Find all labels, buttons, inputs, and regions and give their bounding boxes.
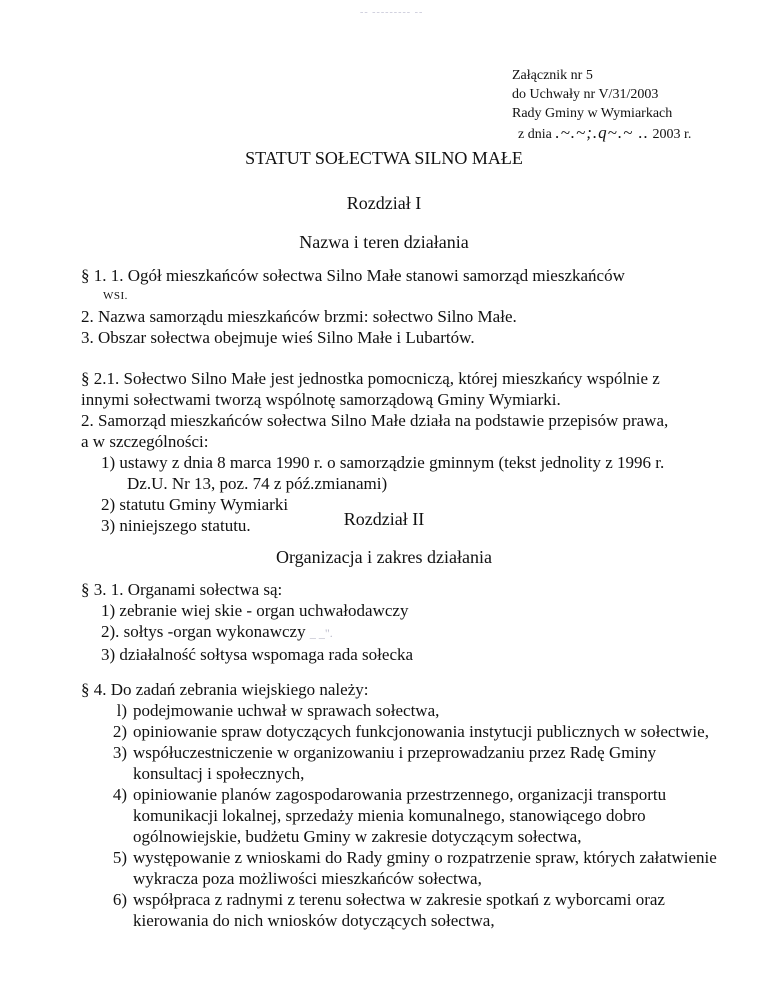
p2-item-2: 2) statutu Gminy Wymiarki [101,495,289,514]
p3-item-1: 1) zebranie wiej skie - organ uchwałodawczy [101,601,409,620]
list-item-number: 2) [112,722,127,741]
list-item-text: współuczestniczenie w organizowaniu i przeprowadzaniu przez Radę Gminy konsultacj i społecznych, [133,743,657,783]
p3-item-3: 3) działalność sołtysa wspomaga rada sołecka [101,645,414,664]
paragraph-3 [81,579,721,665]
paragraph-4 [81,679,721,931]
list-item-number: 6) [112,890,127,909]
list-item [81,847,721,889]
p1-line-3: 3. Obszar sołectwa obejmuje wieś Silno Małe i Lubartów. [81,328,475,347]
annex-line-3: Rady Gminy w Wymiarkach [512,106,673,121]
p2-item-1b: Dz.U. Nr 13, poz. 74 z póź.zmianami) [127,474,388,493]
list-item [81,721,721,742]
p3-item-2-text: 2). sołtys -organ wykonawczy [101,622,306,641]
annex-line-1: Załącznik nr 5 [512,68,593,83]
p1-line-2: 2. Nazwa samorządu mieszkańców brzmi: sołectwo Silno Małe. [81,307,517,326]
document-title: STATUT SOŁECTWA SILNO MAŁE [245,148,523,168]
p3-item-2 [81,621,721,644]
p1-line-1: § 1. 1. Ogół mieszkańców sołectwa Silno Małe stanowi samorząd mieszkańców [81,266,625,285]
chapter-2-subtitle: Organizacja i zakres działania [275,547,493,567]
p2-line-2: innymi sołectwami tworzą wspólnotę samorządową Gminy Wymiarki. [81,390,561,409]
list-item-text: opiniowanie planów zagospodarowania przestrzennego, organizacji transportu komunikacji lokalnej, sprzedaży mienia komunalnego, stanowiącego dobro ogólnowiejskie, budżetu Gminy w zakresie dotyczącym sołectwa, [133,785,667,846]
p3-item-2-faint: _ _". [309,626,333,640]
p4-list [81,700,721,931]
list-item-text: współpraca z radnymi z terenu sołectwa w zakresie spotkań z wyborcami oraz kierowania do nich wniosków dotyczących sołectwa, [133,890,665,930]
list-item-text: podejmowanie uchwał w sprawach sołectwa, [133,701,440,720]
p1-line-1-cont: WSI. [103,290,128,302]
list-item [81,700,721,721]
annex-note [512,66,691,144]
list-item-text: występowanie z wnioskami do Rady gminy o rozpatrzenie spraw, których załatwienie wykracza poza możliwości mieszkańców sołectwa, [133,848,717,888]
annex-line-2: do Uchwały nr V/31/2003 [512,87,659,102]
annex-date-handwritten: .~.~;.q~.~ .. [555,123,650,142]
annex-date-prefix: z dnia [518,127,552,142]
list-item-text: opiniowanie spraw dotyczących funkcjonowania instytucji publicznych w sołectwie, [133,722,709,741]
annex-date-suffix: 2003 r. [652,127,692,142]
list-item-number: 5) [112,848,127,867]
p2-item-3: 3) niniejszego statutu. [101,516,251,535]
p3-line-1: § 3. 1. Organami sołectwa są: [81,580,283,599]
paragraph-1 [81,265,721,348]
p2-line-3: 2. Samorząd mieszkańców sołectwa Silno Małe działa na podstawie przepisów prawa, [81,411,669,430]
p2-line-1: § 2.1. Sołectwo Silno Małe jest jednostka pomocniczą, której mieszkańcy wspólnie z [81,369,660,388]
annex-date [512,123,691,144]
faint-header-mark: -- --------- -- [360,7,424,18]
p4-line-1: § 4. Do zadań zebrania wiejskiego należy: [81,680,369,699]
list-item [81,889,721,931]
chapter-1-title: Rozdział I [346,193,422,213]
list-item-number: 3) [112,743,127,762]
chapter-2-title: Rozdział II [343,509,425,529]
list-item [81,784,721,847]
list-item [81,742,721,784]
p2-item-1a: 1) ustawy z dnia 8 marca 1990 r. o samorządzie gminnym (tekst jednolity z 1996 r. [101,453,665,472]
chapter-1-subtitle: Nazwa i teren działania [299,232,469,252]
list-item-number: 4) [112,785,127,804]
p2-line-4: a w szczególności: [81,432,209,451]
list-item-number: l) [116,701,127,720]
